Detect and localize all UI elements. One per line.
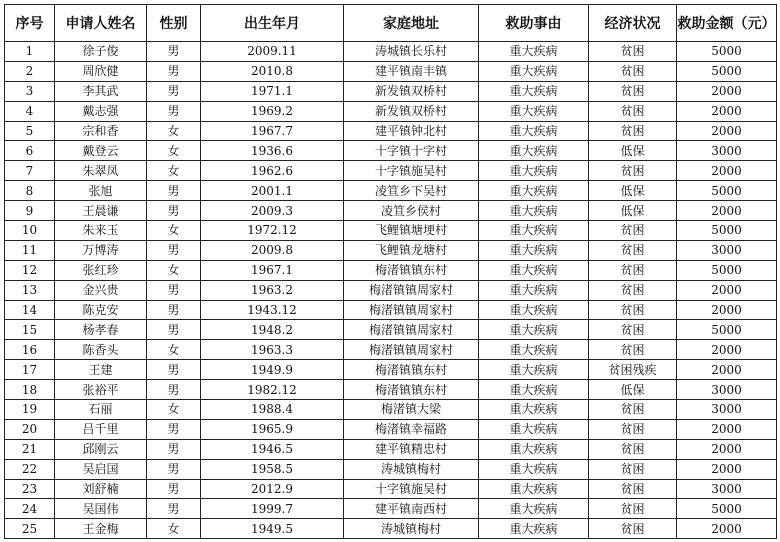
cell-applicant-name: 周欣健: [55, 61, 147, 81]
cell-applicant-name: 吕千里: [55, 419, 147, 439]
cell-relief-reason: 重大疾病: [479, 280, 589, 300]
cell-relief-amount: 2000: [677, 519, 777, 539]
cell-gender: 男: [147, 280, 201, 300]
cell-relief-amount: 2000: [677, 300, 777, 320]
cell-relief-reason: 重大疾病: [479, 300, 589, 320]
cell-relief-amount: 2000: [677, 419, 777, 439]
cell-gender: 女: [147, 400, 201, 420]
cell-birth-date: 1946.5: [201, 439, 344, 459]
cell-relief-reason: 重大疾病: [479, 121, 589, 141]
cell-seq: 23: [5, 479, 55, 499]
table-header-row: [5, 5, 777, 42]
cell-gender: 女: [147, 519, 201, 539]
cell-economic-status: 贫困: [589, 221, 677, 241]
relief-applicants-table: [4, 4, 777, 539]
cell-home-address: 飞鲤镇塘埂村: [344, 221, 479, 241]
cell-relief-reason: 重大疾病: [479, 400, 589, 420]
cell-birth-date: 1963.2: [201, 280, 344, 300]
cell-economic-status: 贫困残疾: [589, 360, 677, 380]
cell-relief-reason: 重大疾病: [479, 499, 589, 519]
header-applicant-name: 申请人姓名: [55, 5, 147, 42]
table-row: [5, 340, 777, 360]
cell-economic-status: 贫困: [589, 300, 677, 320]
cell-economic-status: 贫困: [589, 400, 677, 420]
cell-relief-reason: 重大疾病: [479, 240, 589, 260]
cell-gender: 男: [147, 499, 201, 519]
cell-relief-amount: 3000: [677, 141, 777, 161]
cell-seq: 17: [5, 360, 55, 380]
cell-relief-reason: 重大疾病: [479, 260, 589, 280]
cell-economic-status: 贫困: [589, 320, 677, 340]
cell-applicant-name: 朱来玉: [55, 221, 147, 241]
cell-home-address: 梅渚镇镇东村: [344, 380, 479, 400]
cell-relief-reason: 重大疾病: [479, 61, 589, 81]
cell-birth-date: 1962.6: [201, 161, 344, 181]
table-row: [5, 121, 777, 141]
cell-applicant-name: 吴国伟: [55, 499, 147, 519]
cell-birth-date: 1958.5: [201, 459, 344, 479]
cell-applicant-name: 张旭: [55, 181, 147, 201]
header-economic-status: 经济状况: [589, 5, 677, 42]
cell-economic-status: 贫困: [589, 419, 677, 439]
cell-gender: 女: [147, 141, 201, 161]
cell-home-address: 十字镇十字村: [344, 141, 479, 161]
cell-gender: 女: [147, 340, 201, 360]
cell-seq: 3: [5, 81, 55, 101]
table-row: [5, 42, 777, 62]
table-row: [5, 141, 777, 161]
table-row: [5, 400, 777, 420]
cell-home-address: 建平镇精忠村: [344, 439, 479, 459]
cell-relief-reason: 重大疾病: [479, 141, 589, 161]
cell-birth-date: 1967.1: [201, 260, 344, 280]
cell-home-address: 十字镇施吴村: [344, 479, 479, 499]
cell-relief-reason: 重大疾病: [479, 380, 589, 400]
table-row: [5, 81, 777, 101]
cell-relief-amount: 2000: [677, 201, 777, 221]
cell-economic-status: 贫困: [589, 101, 677, 121]
cell-birth-date: 1967.7: [201, 121, 344, 141]
cell-applicant-name: 王建: [55, 360, 147, 380]
cell-economic-status: 贫困: [589, 499, 677, 519]
cell-birth-date: 1988.4: [201, 400, 344, 420]
cell-home-address: 飞鲤镇龙塘村: [344, 240, 479, 260]
cell-applicant-name: 金兴贵: [55, 280, 147, 300]
cell-gender: 男: [147, 201, 201, 221]
header-relief-amount: 救助金额（元）: [677, 5, 777, 42]
cell-relief-reason: 重大疾病: [479, 419, 589, 439]
cell-home-address: 建平镇南西村: [344, 499, 479, 519]
cell-home-address: 梅渚镇镇周家村: [344, 300, 479, 320]
cell-home-address: 涛城镇长乐村: [344, 42, 479, 62]
cell-gender: 男: [147, 479, 201, 499]
cell-seq: 19: [5, 400, 55, 420]
table-row: [5, 459, 777, 479]
cell-gender: 男: [147, 42, 201, 62]
cell-birth-date: 2009.3: [201, 201, 344, 221]
cell-home-address: 涛城镇梅村: [344, 459, 479, 479]
cell-gender: 女: [147, 221, 201, 241]
cell-relief-amount: 5000: [677, 42, 777, 62]
cell-gender: 女: [147, 260, 201, 280]
cell-home-address: 建平镇钟北村: [344, 121, 479, 141]
table-row: [5, 61, 777, 81]
table-row: [5, 479, 777, 499]
cell-relief-amount: 3000: [677, 240, 777, 260]
cell-home-address: 梅渚镇镇周家村: [344, 320, 479, 340]
cell-gender: 男: [147, 380, 201, 400]
cell-applicant-name: 石丽: [55, 400, 147, 420]
cell-relief-amount: 2000: [677, 121, 777, 141]
cell-economic-status: 贫困: [589, 340, 677, 360]
cell-economic-status: 低保: [589, 181, 677, 201]
table-row: [5, 280, 777, 300]
cell-home-address: 凌笪乡下吴村: [344, 181, 479, 201]
cell-relief-reason: 重大疾病: [479, 201, 589, 221]
cell-home-address: 梅渚镇镇周家村: [344, 280, 479, 300]
cell-relief-amount: 3000: [677, 400, 777, 420]
cell-relief-amount: 5000: [677, 320, 777, 340]
cell-economic-status: 贫困: [589, 519, 677, 539]
table-row: [5, 101, 777, 121]
cell-home-address: 十字镇施吴村: [344, 161, 479, 181]
cell-economic-status: 贫困: [589, 260, 677, 280]
table-row: [5, 260, 777, 280]
cell-seq: 10: [5, 221, 55, 241]
cell-economic-status: 贫困: [589, 121, 677, 141]
cell-relief-reason: 重大疾病: [479, 519, 589, 539]
table-row: [5, 201, 777, 221]
cell-seq: 9: [5, 201, 55, 221]
cell-applicant-name: 杨孝春: [55, 320, 147, 340]
header-home-address: 家庭地址: [344, 5, 479, 42]
cell-applicant-name: 宗和香: [55, 121, 147, 141]
cell-relief-amount: 2000: [677, 81, 777, 101]
cell-birth-date: 2001.1: [201, 181, 344, 201]
cell-gender: 男: [147, 320, 201, 340]
cell-gender: 男: [147, 459, 201, 479]
cell-applicant-name: 王晨谦: [55, 201, 147, 221]
cell-seq: 18: [5, 380, 55, 400]
cell-gender: 男: [147, 81, 201, 101]
cell-applicant-name: 陈克安: [55, 300, 147, 320]
table-row: [5, 499, 777, 519]
cell-economic-status: 低保: [589, 380, 677, 400]
cell-home-address: 建平镇南丰镇: [344, 61, 479, 81]
table-row: [5, 161, 777, 181]
cell-relief-amount: 2000: [677, 439, 777, 459]
cell-applicant-name: 陈香头: [55, 340, 147, 360]
cell-birth-date: 2010.8: [201, 61, 344, 81]
cell-applicant-name: 吴启国: [55, 459, 147, 479]
cell-seq: 5: [5, 121, 55, 141]
cell-home-address: 梅渚镇大梁: [344, 400, 479, 420]
cell-birth-date: 1949.5: [201, 519, 344, 539]
cell-relief-reason: 重大疾病: [479, 81, 589, 101]
cell-gender: 男: [147, 360, 201, 380]
cell-economic-status: 贫困: [589, 61, 677, 81]
cell-gender: 男: [147, 439, 201, 459]
cell-applicant-name: 戴志强: [55, 101, 147, 121]
table-row: [5, 320, 777, 340]
table-body: [5, 42, 777, 539]
cell-relief-amount: 3000: [677, 380, 777, 400]
cell-seq: 25: [5, 519, 55, 539]
cell-seq: 13: [5, 280, 55, 300]
cell-applicant-name: 张裕平: [55, 380, 147, 400]
cell-gender: 女: [147, 161, 201, 181]
cell-birth-date: 1982.12: [201, 380, 344, 400]
table-row: [5, 380, 777, 400]
table-row: [5, 181, 777, 201]
cell-gender: 男: [147, 181, 201, 201]
cell-birth-date: 1963.3: [201, 340, 344, 360]
cell-relief-amount: 5000: [677, 260, 777, 280]
cell-birth-date: 1965.9: [201, 419, 344, 439]
cell-economic-status: 贫困: [589, 240, 677, 260]
cell-economic-status: 贫困: [589, 280, 677, 300]
cell-relief-reason: 重大疾病: [479, 101, 589, 121]
cell-seq: 14: [5, 300, 55, 320]
table-row: [5, 360, 777, 380]
table-row: [5, 240, 777, 260]
cell-home-address: 梅渚镇镇周家村: [344, 340, 479, 360]
header-birth-date: 出生年月: [201, 5, 344, 42]
cell-birth-date: 1999.7: [201, 499, 344, 519]
cell-economic-status: 贫困: [589, 479, 677, 499]
cell-relief-amount: 2000: [677, 340, 777, 360]
cell-seq: 15: [5, 320, 55, 340]
cell-relief-amount: 5000: [677, 61, 777, 81]
cell-seq: 22: [5, 459, 55, 479]
cell-applicant-name: 刘舒楠: [55, 479, 147, 499]
cell-gender: 男: [147, 300, 201, 320]
cell-gender: 男: [147, 419, 201, 439]
cell-relief-reason: 重大疾病: [479, 221, 589, 241]
header-seq: 序号: [5, 5, 55, 42]
cell-home-address: 梅渚镇幸福路: [344, 419, 479, 439]
cell-relief-amount: 2000: [677, 360, 777, 380]
cell-applicant-name: 邱刚云: [55, 439, 147, 459]
cell-relief-reason: 重大疾病: [479, 479, 589, 499]
cell-seq: 6: [5, 141, 55, 161]
cell-economic-status: 贫困: [589, 161, 677, 181]
cell-home-address: 凌笪乡侯村: [344, 201, 479, 221]
cell-economic-status: 贫困: [589, 439, 677, 459]
cell-applicant-name: 徐子俊: [55, 42, 147, 62]
relief-table-container: [4, 4, 776, 538]
cell-relief-reason: 重大疾病: [479, 161, 589, 181]
cell-home-address: 新发镇双桥村: [344, 101, 479, 121]
cell-applicant-name: 戴登云: [55, 141, 147, 161]
cell-gender: 男: [147, 240, 201, 260]
cell-applicant-name: 朱翠凤: [55, 161, 147, 181]
cell-birth-date: 2012.9: [201, 479, 344, 499]
cell-seq: 20: [5, 419, 55, 439]
table-row: [5, 419, 777, 439]
cell-birth-date: 1948.2: [201, 320, 344, 340]
cell-seq: 7: [5, 161, 55, 181]
cell-relief-amount: 2000: [677, 280, 777, 300]
cell-birth-date: 1949.9: [201, 360, 344, 380]
cell-seq: 8: [5, 181, 55, 201]
cell-birth-date: 1936.6: [201, 141, 344, 161]
cell-applicant-name: 王金梅: [55, 519, 147, 539]
cell-gender: 男: [147, 101, 201, 121]
cell-seq: 11: [5, 240, 55, 260]
cell-seq: 21: [5, 439, 55, 459]
cell-economic-status: 低保: [589, 201, 677, 221]
cell-relief-amount: 5000: [677, 221, 777, 241]
cell-economic-status: 低保: [589, 141, 677, 161]
header-relief-reason: 救助事由: [479, 5, 589, 42]
cell-applicant-name: 李其武: [55, 81, 147, 101]
header-gender: 性别: [147, 5, 201, 42]
cell-birth-date: 2009.11: [201, 42, 344, 62]
cell-birth-date: 1971.1: [201, 81, 344, 101]
cell-home-address: 梅渚镇镇东村: [344, 360, 479, 380]
cell-home-address: 涛城镇梅村: [344, 519, 479, 539]
cell-home-address: 新发镇双桥村: [344, 81, 479, 101]
cell-home-address: 梅渚镇镇东村: [344, 260, 479, 280]
cell-relief-reason: 重大疾病: [479, 320, 589, 340]
cell-seq: 1: [5, 42, 55, 62]
cell-relief-reason: 重大疾病: [479, 360, 589, 380]
cell-relief-reason: 重大疾病: [479, 181, 589, 201]
cell-relief-amount: 3000: [677, 479, 777, 499]
cell-relief-amount: 2000: [677, 161, 777, 181]
cell-seq: 16: [5, 340, 55, 360]
cell-relief-amount: 2000: [677, 459, 777, 479]
cell-birth-date: 2009.8: [201, 240, 344, 260]
cell-relief-amount: 2000: [677, 101, 777, 121]
cell-relief-amount: 5000: [677, 181, 777, 201]
cell-economic-status: 贫困: [589, 42, 677, 62]
table-row: [5, 519, 777, 539]
cell-birth-date: 1972.12: [201, 221, 344, 241]
cell-economic-status: 贫困: [589, 81, 677, 101]
table-row: [5, 439, 777, 459]
cell-gender: 男: [147, 61, 201, 81]
cell-applicant-name: 万博涛: [55, 240, 147, 260]
cell-relief-amount: 5000: [677, 499, 777, 519]
cell-seq: 4: [5, 101, 55, 121]
cell-relief-reason: 重大疾病: [479, 439, 589, 459]
cell-gender: 女: [147, 121, 201, 141]
cell-birth-date: 1969.2: [201, 101, 344, 121]
table-row: [5, 300, 777, 320]
cell-relief-reason: 重大疾病: [479, 42, 589, 62]
cell-seq: 24: [5, 499, 55, 519]
cell-economic-status: 贫困: [589, 459, 677, 479]
cell-seq: 12: [5, 260, 55, 280]
cell-relief-reason: 重大疾病: [479, 459, 589, 479]
cell-seq: 2: [5, 61, 55, 81]
cell-applicant-name: 张红珍: [55, 260, 147, 280]
cell-relief-reason: 重大疾病: [479, 340, 589, 360]
table-row: [5, 221, 777, 241]
cell-birth-date: 1943.12: [201, 300, 344, 320]
